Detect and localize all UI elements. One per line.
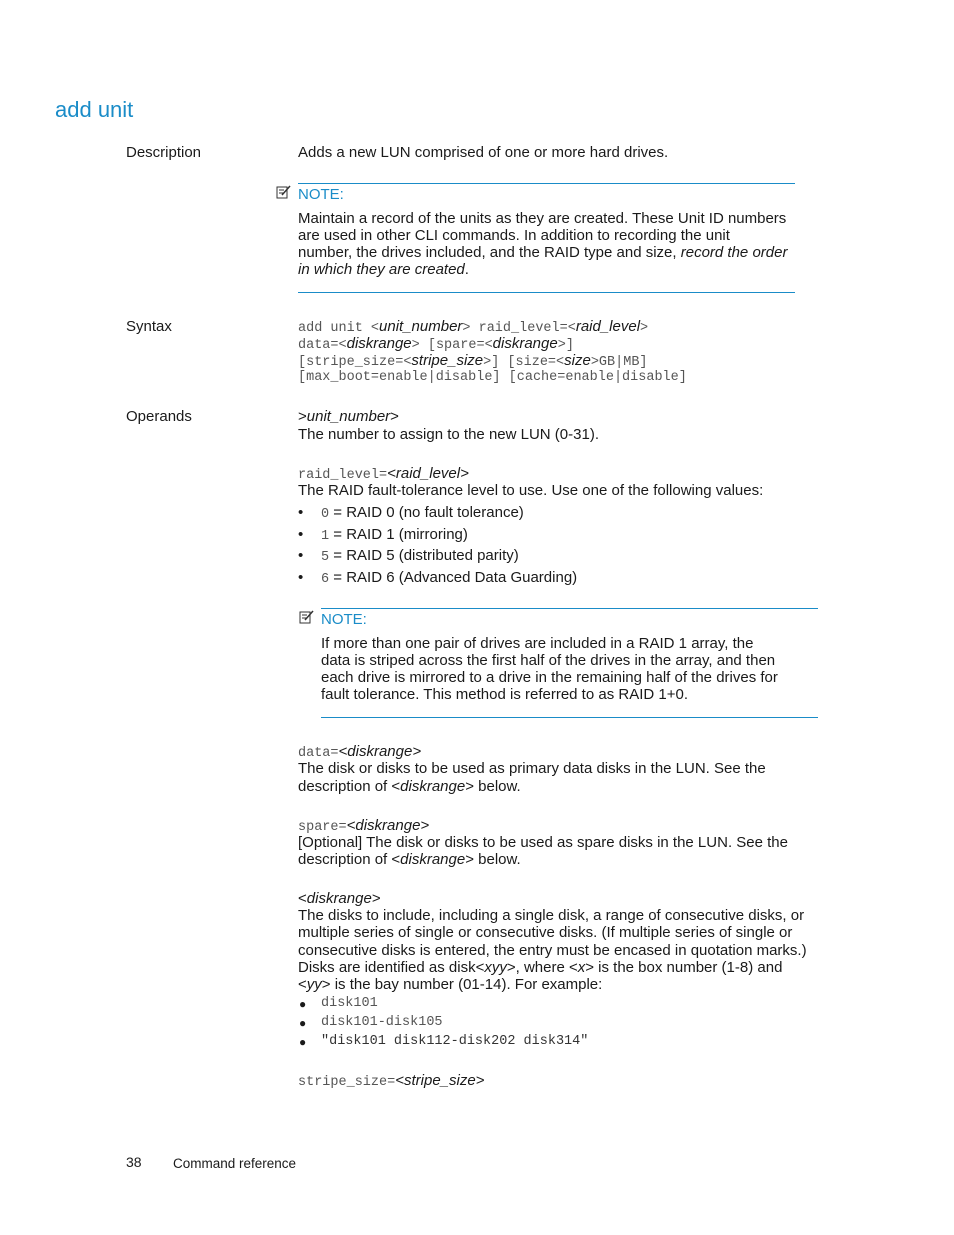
note1-title: NOTE: xyxy=(298,186,344,203)
dr5-term: yy xyxy=(306,976,322,993)
dr5-part: > is the bay number (01-14). For example: xyxy=(321,976,603,993)
note2-bottom-rule xyxy=(321,717,818,718)
note1-top-rule xyxy=(298,183,795,184)
operand-stripe-size xyxy=(298,1072,484,1090)
bullet: • xyxy=(298,504,304,521)
note1-line3-plain: number, the drives included, and the RAID type and size, xyxy=(298,244,681,261)
diskrange-close: > xyxy=(371,890,381,907)
raid-value-6 xyxy=(321,569,577,587)
unit-number-open: > xyxy=(298,408,307,425)
syntax-label: Syntax xyxy=(126,318,172,335)
data-key: data= xyxy=(298,746,339,761)
raid-value-code: 0 xyxy=(321,507,330,522)
bullet: • xyxy=(298,569,304,586)
operands-label: Operands xyxy=(126,408,192,425)
raid-value-text: = RAID 1 (mirroring) xyxy=(329,526,468,543)
data-desc-term: diskrange xyxy=(400,778,466,795)
bullet: ● xyxy=(299,1035,307,1049)
dr4-part: >, where < xyxy=(506,959,578,976)
diskrange-term: diskrange xyxy=(306,890,372,907)
syntax-l2c: > [spare=< xyxy=(411,338,493,353)
raid-value-code: 1 xyxy=(321,529,330,544)
spare-desc-line1: [Optional] The disk or disks to be used as spare disks in the LUN. See the xyxy=(298,834,788,851)
operand-raid-level xyxy=(298,465,469,483)
note-icon xyxy=(299,610,314,624)
operand-unit-number xyxy=(298,408,399,425)
unit-number-desc: The number to assign to the new LUN (0-31). xyxy=(298,426,599,443)
note-icon xyxy=(276,185,291,199)
note1-bottom-rule xyxy=(298,292,795,293)
note2-line1: If more than one pair of drives are included in a RAID 1 array, the xyxy=(321,635,754,652)
operand-diskrange xyxy=(298,890,381,907)
spare-key: spare= xyxy=(298,820,347,835)
note2-line4: fault tolerance. This method is referred to as RAID 1+0. xyxy=(321,686,688,703)
syntax-l1e: > xyxy=(640,321,649,336)
diskrange-open: < xyxy=(298,890,307,907)
stripe-size-term: <stripe_size> xyxy=(395,1072,485,1089)
data-desc-line1: The disk or disks to be used as primary data disks in the LUN. See the xyxy=(298,760,766,777)
dr4-part: Disks are identified as disk< xyxy=(298,959,485,976)
dr5-part: < xyxy=(298,976,307,993)
note2-line2: data is striped across the first half of the drives in the array, and then xyxy=(321,652,776,669)
dr4-term: x xyxy=(577,959,586,976)
note1-line4-italic: in which they are created xyxy=(298,261,465,278)
bullet: ● xyxy=(299,997,307,1011)
bullet: ● xyxy=(299,1016,307,1030)
diskrange-desc-line4 xyxy=(298,959,782,976)
unit-number-close: > xyxy=(390,408,399,425)
raid-level-key: raid_level= xyxy=(298,468,388,483)
syntax-l1c: > raid_level=< xyxy=(462,321,576,336)
raid-value-0 xyxy=(321,504,524,522)
note1-line3-italic: record the order xyxy=(680,244,788,261)
diskrange-desc-line5 xyxy=(298,976,602,993)
unit-number-term: unit_number xyxy=(306,408,391,425)
diskrange-desc-line2: multiple series of single or consecutive disks. (If multiple series of single or xyxy=(298,924,793,941)
syntax-line4: [max_boot=enable|disable] [cache=enable|disable] xyxy=(298,370,687,385)
syntax-l3a: [stripe_size=< xyxy=(298,355,412,370)
syntax-line3 xyxy=(298,352,648,370)
data-desc-line2 xyxy=(298,778,521,795)
syntax-line1 xyxy=(298,318,648,336)
note2-title: NOTE: xyxy=(321,611,367,628)
syntax-l2e: >] xyxy=(557,338,574,353)
footer-section: Command reference xyxy=(173,1156,297,1171)
syntax-l3d: size xyxy=(564,352,591,369)
data-desc-part: > below. xyxy=(465,778,521,795)
data-desc-part: description of < xyxy=(298,778,401,795)
spare-desc-term: diskrange xyxy=(400,851,466,868)
syntax-l2d: diskrange xyxy=(492,335,558,352)
dr4-part: > is the box number (1-8) and xyxy=(585,959,783,976)
spare-desc-part: description of < xyxy=(298,851,401,868)
syntax-l3b: stripe_size xyxy=(411,352,484,369)
raid-value-text: = RAID 0 (no fault tolerance) xyxy=(329,504,524,521)
note1-line4 xyxy=(298,261,469,278)
operand-data xyxy=(298,743,421,761)
bullet: • xyxy=(298,526,304,543)
description-text: Adds a new LUN comprised of one or more hard drives. xyxy=(298,144,669,161)
note1-line3 xyxy=(298,244,787,261)
page-number: 38 xyxy=(126,1154,142,1170)
note1-line2: are used in other CLI commands. In addition to recording the unit xyxy=(298,227,730,244)
raid-value-1 xyxy=(321,526,468,544)
raid-level-term: <raid_level> xyxy=(387,465,469,482)
description-label: Description xyxy=(126,144,202,161)
operand-spare xyxy=(298,817,429,835)
note2-line3: each drive is mirrored to a drive in the remaining half of the drives for xyxy=(321,669,778,686)
syntax-l2b: diskrange xyxy=(346,335,412,352)
spare-desc-line2 xyxy=(298,851,521,868)
raid-value-code: 6 xyxy=(321,572,330,587)
syntax-line2 xyxy=(298,335,574,353)
data-term: <diskrange> xyxy=(338,743,422,760)
bullet: • xyxy=(298,547,304,564)
dr4-term: xyy xyxy=(484,959,507,976)
syntax-l2a: data=< xyxy=(298,338,347,353)
raid-value-text: = RAID 5 (distributed parity) xyxy=(329,547,519,564)
syntax-l1a: add unit < xyxy=(298,321,380,336)
page-title: add unit xyxy=(55,97,134,122)
syntax-l1b: unit_number xyxy=(379,318,463,335)
diskrange-desc-line3: consecutive disks is entered, the entry must be encased in quotation marks.) xyxy=(298,942,807,959)
note1-line1: Maintain a record of the units as they are created. These Unit ID numbers xyxy=(298,210,787,227)
raid-value-code: 5 xyxy=(321,550,330,565)
raid-value-text: = RAID 6 (Advanced Data Guarding) xyxy=(329,569,578,586)
spare-term: <diskrange> xyxy=(346,817,430,834)
raid-value-5 xyxy=(321,547,519,565)
example-2: disk101-disk105 xyxy=(321,1015,443,1030)
stripe-size-key: stripe_size= xyxy=(298,1075,396,1090)
note1-line4-end: . xyxy=(464,261,469,278)
syntax-l3c: >] [size=< xyxy=(483,355,565,370)
spare-desc-part: > below. xyxy=(465,851,521,868)
syntax-l1d: raid_level xyxy=(575,318,641,335)
syntax-l3e: >GB|MB] xyxy=(590,355,648,370)
diskrange-desc-line1: The disks to include, including a single disk, a range of consecutive disks, or xyxy=(298,907,805,924)
example-1: disk101 xyxy=(321,996,378,1011)
raid-level-desc: The RAID fault-tolerance level to use. Use one of the following values: xyxy=(298,482,764,499)
example-3: "disk101 disk112-disk202 disk314" xyxy=(321,1034,589,1049)
note2-top-rule xyxy=(321,608,818,609)
